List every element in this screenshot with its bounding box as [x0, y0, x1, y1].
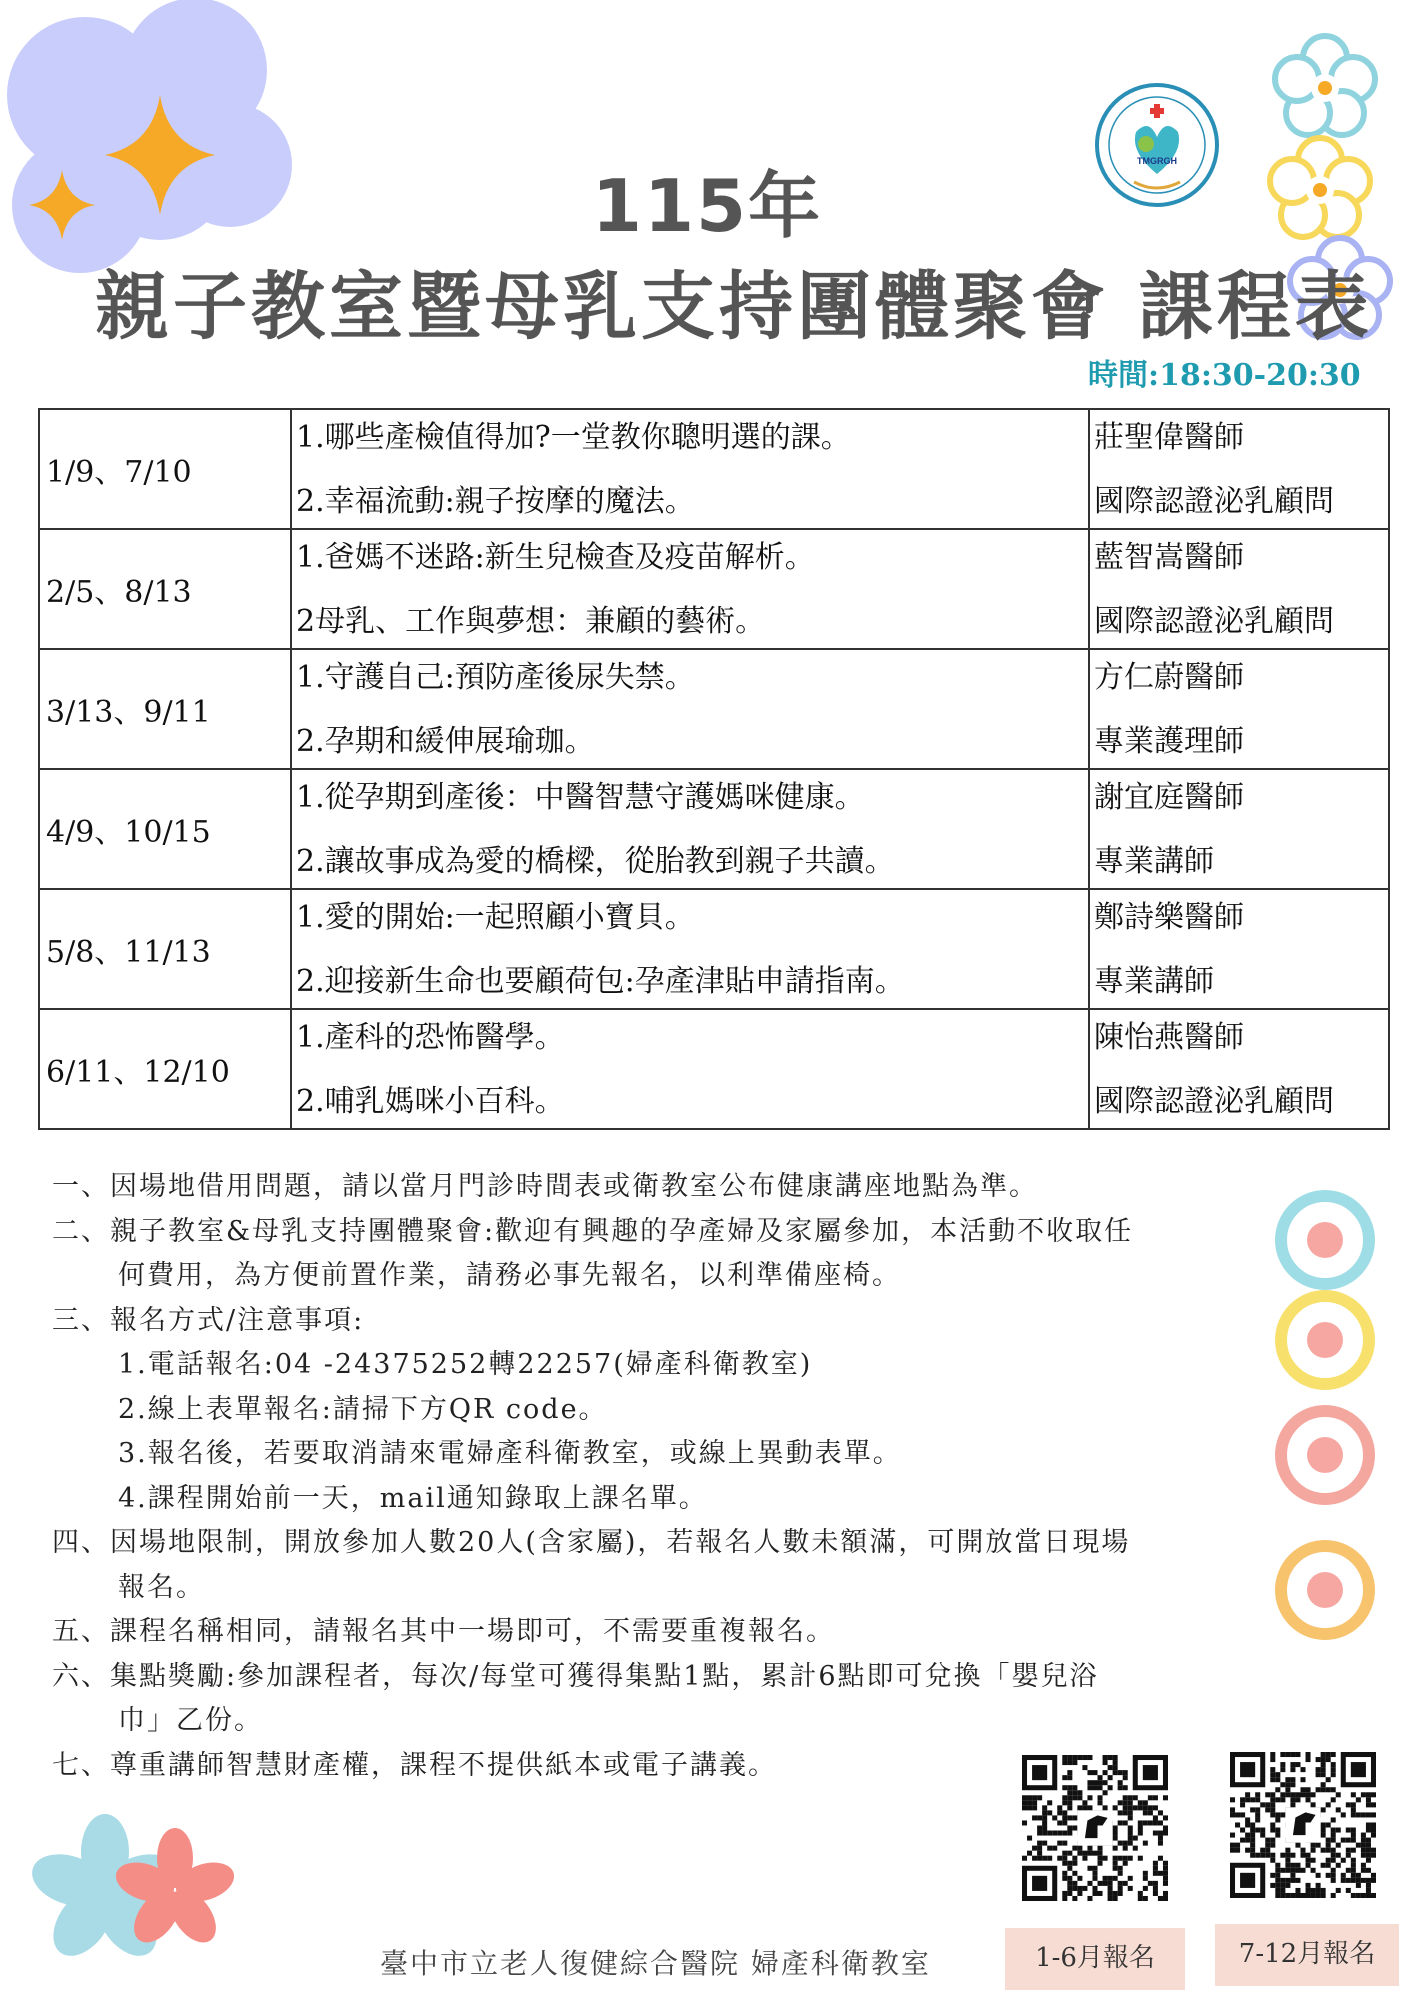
note-item: 五、課程名稱相同，請報名其中一場即可，不需要重複報名。 [52, 1616, 835, 1647]
page-year-title: 115年 [591, 164, 823, 248]
teal-flower-icon [1275, 36, 1375, 135]
note-item: 何費用，為方便前置作業，請務必事先報名，以利準備座椅。 [118, 1260, 901, 1291]
course-speaker: 藍智嵩醫師 [1094, 540, 1244, 575]
schedule-topics [291, 889, 1089, 1009]
schedule-row [39, 409, 1389, 529]
schedule-speakers [1089, 889, 1389, 1009]
schedule-date: 5/8、11/13 [39, 889, 291, 1009]
note-item: 2.線上表單報名:請掃下方QR code。 [118, 1393, 608, 1425]
note-item: 4.課程開始前一天，mail通知錄取上課名單。 [118, 1482, 708, 1514]
course-topic: 1.守護自己:預防產後尿失禁。 [296, 660, 695, 695]
course-speaker: 國際認證泌乳顧問 [1094, 604, 1334, 639]
course-topic: 1.哪些產檢值得加?一堂教你聰明選的課。 [296, 420, 851, 455]
course-topic: 2母乳、工作與夢想：兼顧的藝術。 [296, 604, 766, 639]
course-topic: 2.迎接新生命也要顧荷包:孕產津貼申請指南。 [296, 964, 905, 999]
schedule-row [39, 889, 1389, 1009]
qr-code-second-half[interactable] [1230, 1752, 1376, 1898]
schedule-topics [291, 409, 1089, 529]
schedule-date: 2/5、8/13 [39, 529, 291, 649]
teal-ring-flower-icon [1281, 1196, 1369, 1284]
course-topic: 2.幸福流動:親子按摩的魔法。 [296, 484, 695, 519]
orange-ring-flower-icon [1281, 1546, 1369, 1634]
yellow-ring-flower-icon [1281, 1296, 1369, 1384]
schedule-speakers [1089, 769, 1389, 889]
register-jan-jun-label: 1-6月報名 [1005, 1928, 1185, 1990]
schedule-date: 6/11、12/10 [39, 1009, 291, 1129]
schedule-speakers [1089, 1009, 1389, 1129]
course-speaker: 專業講師 [1094, 964, 1214, 999]
course-speaker: 國際認證泌乳顧問 [1094, 1084, 1334, 1119]
course-topic: 2.孕期和緩伸展瑜珈。 [296, 724, 595, 759]
schedule-topics [291, 529, 1089, 649]
register-jul-dec-label: 7-12月報名 [1215, 1924, 1399, 1986]
schedule-row [39, 769, 1389, 889]
course-speaker: 莊聖偉醫師 [1094, 420, 1244, 455]
course-topic: 2.哺乳媽咪小百科。 [296, 1084, 565, 1119]
course-topic: 2.讓故事成為愛的橋樑，從胎教到親子共讀。 [296, 844, 895, 879]
schedule-row [39, 1009, 1389, 1129]
qr-code-first-half[interactable] [1022, 1755, 1168, 1901]
session-time: 時間:18:30-20:30 [1088, 358, 1361, 393]
schedule-date: 3/13、9/11 [39, 649, 291, 769]
note-item: 1.電話報名:04 -24375252轉22257(婦產科衛教室) [118, 1349, 813, 1380]
page-title: 親子教室暨母乳支持團體聚會 課程表 [95, 264, 1373, 350]
course-topic: 1.產科的恐怖醫學。 [296, 1020, 565, 1055]
schedule-date: 4/9、10/15 [39, 769, 291, 889]
note-item: 一、因場地借用問題，請以當月門診時間表或衛教室公布健康講座地點為準。 [52, 1171, 1038, 1202]
coral-ring-flower-icon [1281, 1411, 1369, 1499]
course-topic: 1.愛的開始:一起照顧小寶貝。 [296, 900, 695, 935]
schedule-speakers [1089, 409, 1389, 529]
schedule-row [39, 529, 1389, 649]
note-item: 報名。 [118, 1571, 205, 1603]
svg-text:TMGRGH: TMGRGH [1137, 156, 1177, 166]
schedule-topics [291, 649, 1089, 769]
note-item: 三、報名方式/注意事項: [52, 1304, 365, 1336]
schedule-row [39, 649, 1389, 769]
schedule-date: 1/9、7/10 [39, 409, 291, 529]
footer-organization: 臺中市立老人復健綜合醫院 婦產科衛教室 [380, 1947, 931, 1980]
course-speaker: 謝宜庭醫師 [1094, 780, 1244, 815]
schedule-table [38, 408, 1390, 1130]
note-item: 四、因場地限制，開放參加人數20人(含家屬)，若報名人數未額滿，可開放當日現場 [52, 1527, 1131, 1558]
schedule-topics [291, 1009, 1089, 1129]
course-speaker: 陳怡燕醫師 [1094, 1020, 1244, 1055]
schedule-speakers [1089, 529, 1389, 649]
note-item: 七、尊重講師智慧財產權，課程不提供紙本或電子講義。 [52, 1749, 777, 1781]
course-speaker: 方仁蔚醫師 [1094, 660, 1244, 695]
schedule-speakers [1089, 649, 1389, 769]
note-item: 巾」乙份。 [118, 1705, 263, 1736]
note-item: 二、親子教室&母乳支持團體聚會:歡迎有興趣的孕產婦及家屬參加，本活動不收取任 [52, 1215, 1134, 1247]
course-topic: 1.從孕期到產後：中醫智慧守護媽咪健康。 [296, 780, 865, 815]
note-item: 3.報名後，若要取消請來電婦產科衛教室，或線上異動表單。 [118, 1438, 902, 1469]
schedule-topics [291, 769, 1089, 889]
course-speaker: 專業護理師 [1094, 724, 1244, 759]
course-topic: 1.爸媽不迷路:新生兒檢查及疫苗解析。 [296, 540, 815, 575]
course-speaker: 鄭詩樂醫師 [1094, 900, 1244, 935]
notes-section [52, 1165, 1222, 1788]
note-item: 六、集點獎勵:參加課程者，每次/每堂可獲得集點1點，累計6點即可兌換「嬰兒浴 [52, 1660, 1099, 1692]
course-speaker: 國際認證泌乳顧問 [1094, 484, 1334, 519]
course-speaker: 專業講師 [1094, 844, 1214, 879]
